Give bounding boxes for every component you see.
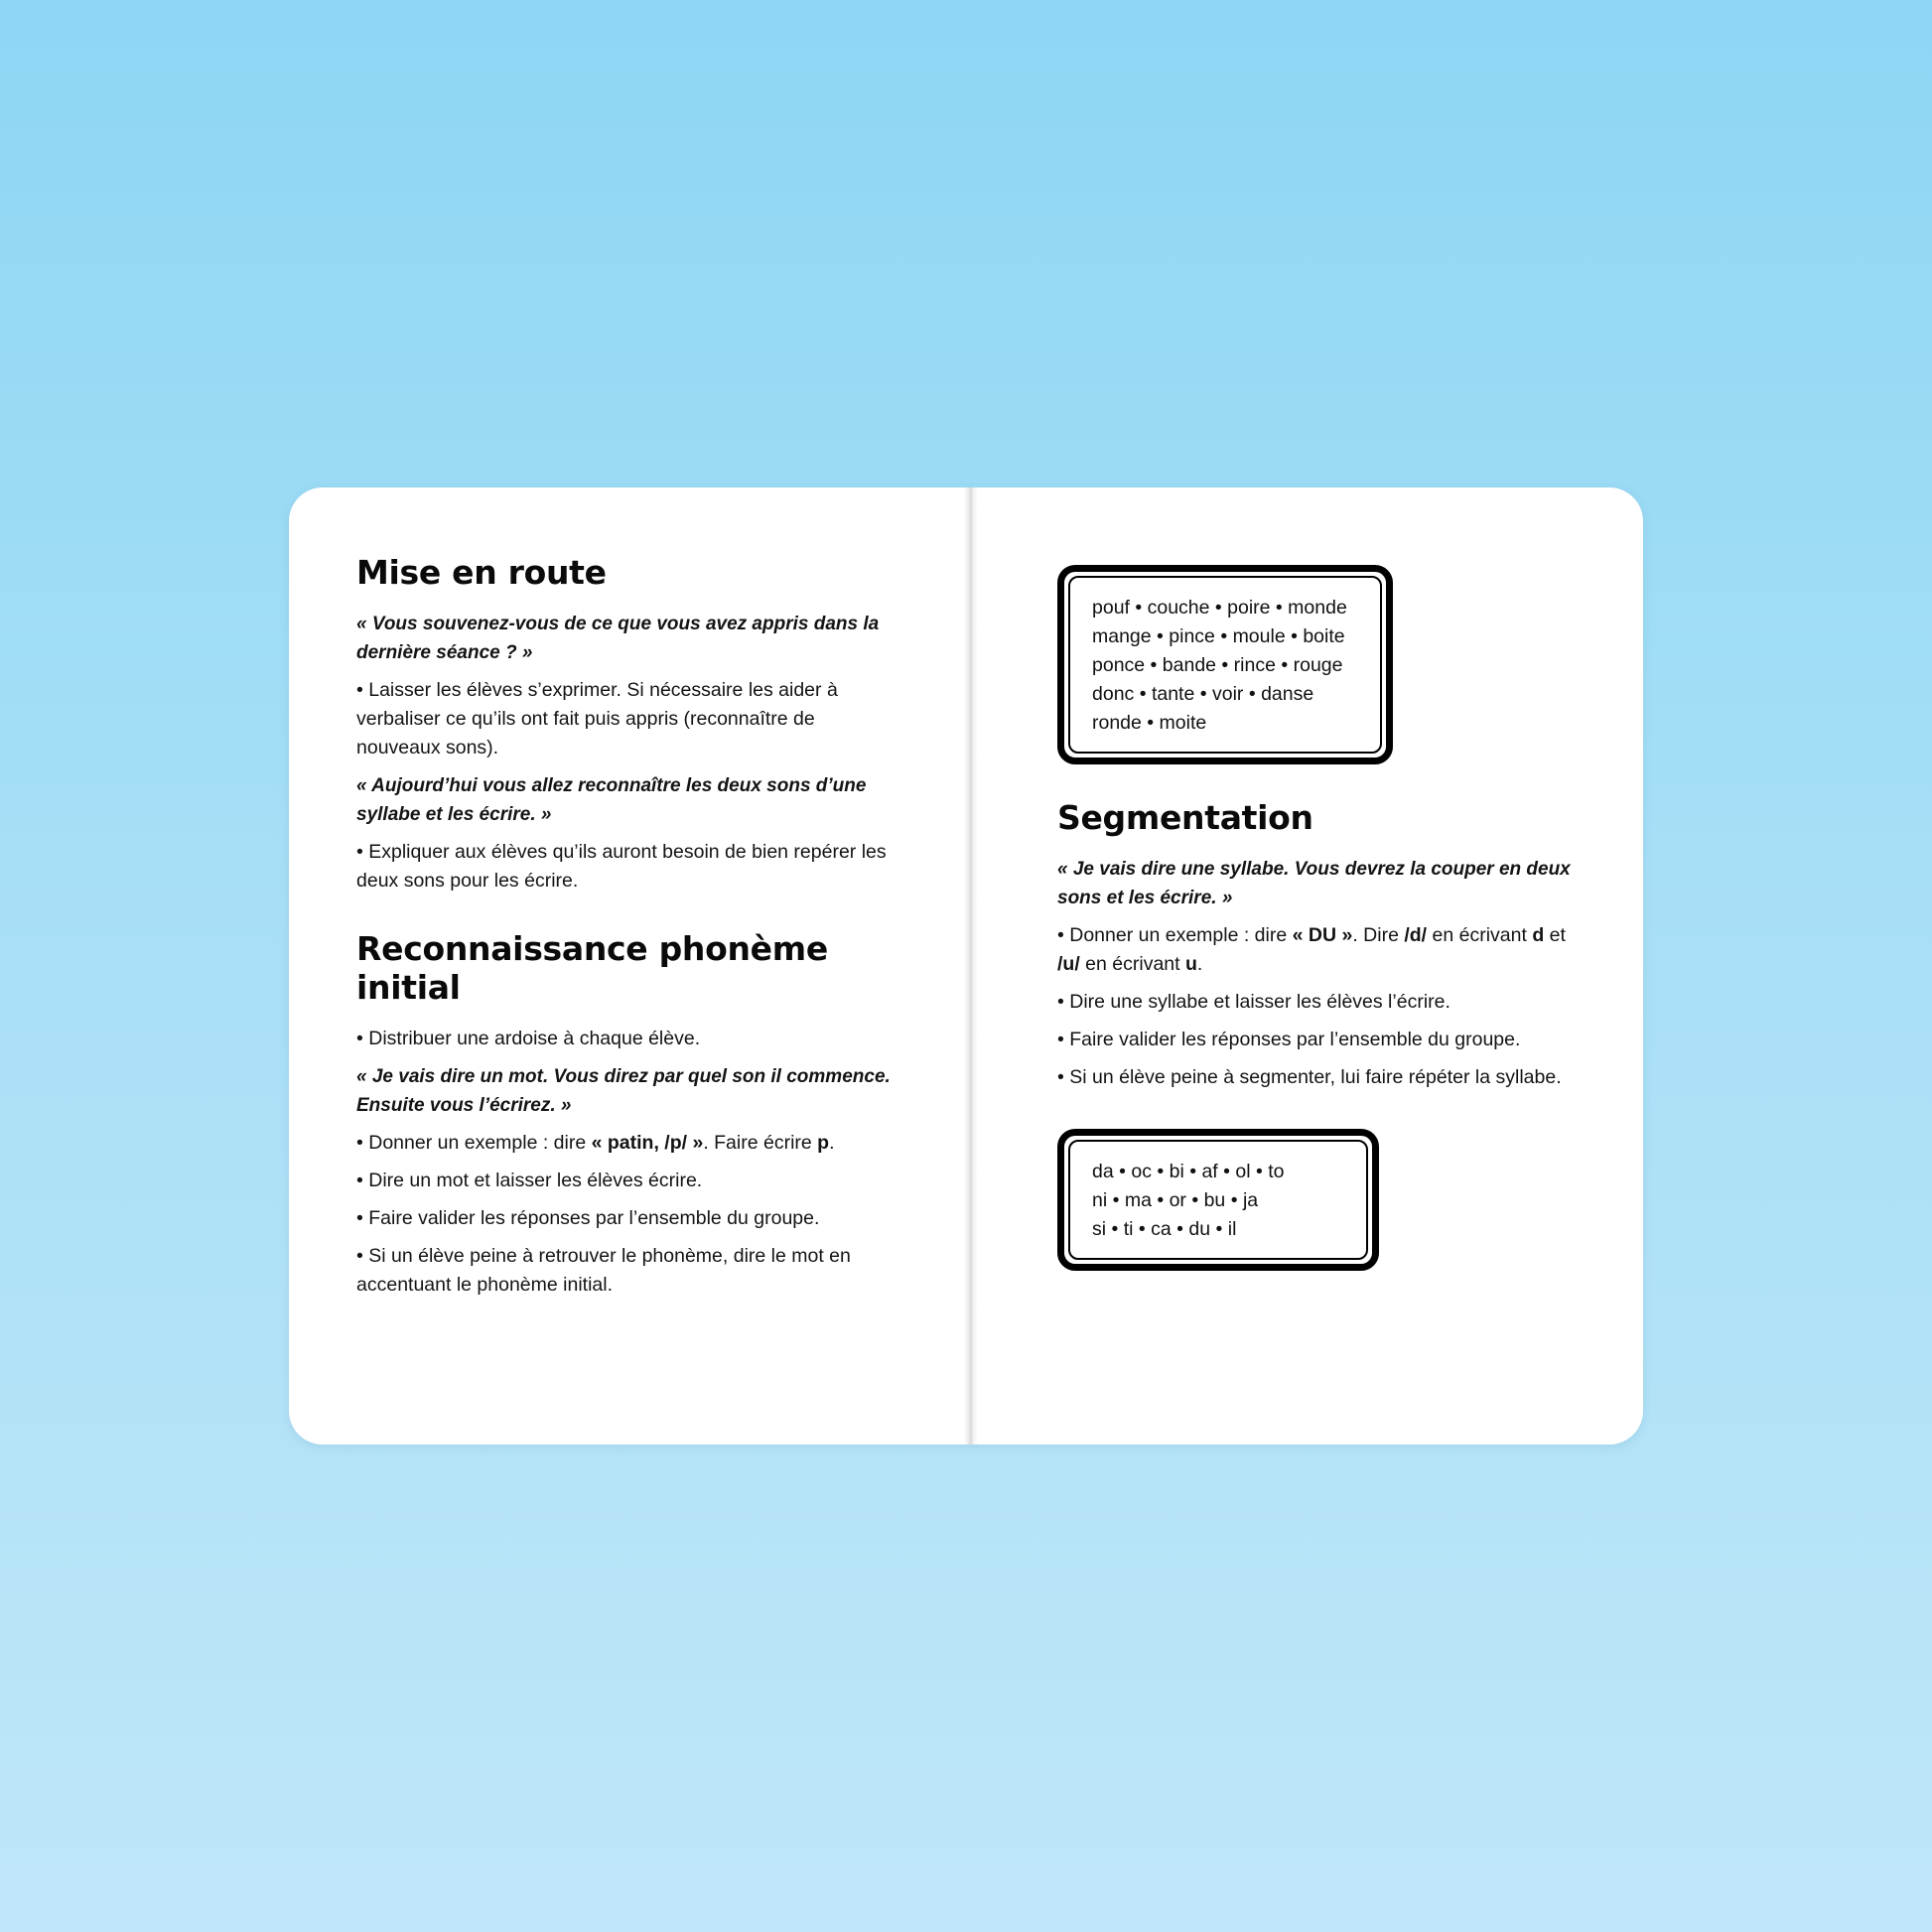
example-letter-p: p — [817, 1132, 830, 1154]
bullet-si-eleve-peine: • Si un élève peine à segmenter, lui faire répéter la syllabe. — [1057, 1066, 1562, 1088]
heading-mise-en-route: Mise en route — [356, 553, 607, 592]
example-letter-d: d — [1532, 924, 1545, 946]
bullet-dire-syllabe: • Dire une syllabe et laisser les élèves l’écrire. — [1057, 991, 1450, 1013]
word-line: ponce • bande • rince • rouge — [1092, 654, 1343, 676]
example-letter-u: u — [1184, 953, 1197, 975]
heading-reconnaissance: Reconnaissance phonème initial — [356, 929, 828, 1007]
example-mid: . Faire écrire — [703, 1132, 818, 1154]
example-mid: en écrivant — [1079, 953, 1185, 975]
syllable-line: ni • ma • or • bu • ja — [1092, 1189, 1259, 1211]
example-prefix: • Donner un exemple : dire — [1057, 924, 1293, 946]
word-line: donc • tante • voir • danse — [1092, 683, 1314, 705]
quote-souvenez: « Vous souvenez-vous de ce que vous avez appris dans la dernière séance ? » — [356, 614, 880, 663]
word-list-inner — [1068, 576, 1382, 754]
bullet-dire-mot: • Dire un mot et laisser les élèves écrire. — [356, 1170, 703, 1191]
example-prefix: • Donner un exemple : dire — [356, 1132, 592, 1154]
example-mid: en écrivant — [1427, 924, 1533, 946]
syllable-line: da • oc • bi • af • ol • to — [1092, 1161, 1285, 1182]
syllable-list-box — [1057, 1129, 1379, 1271]
bullet-faire-valider: • Faire valider les réponses par l’ensemble du groupe. — [1057, 1029, 1521, 1050]
word-line: pouf • couche • poire • monde — [1092, 597, 1347, 619]
example-end: . — [829, 1132, 835, 1154]
bullet-laisser-exprimer: • Laisser les élèves s’exprimer. Si nécessaire les aider à verbaliser ce qu’ils ont fait puis appris (reconnaître de nouveaux sons). — [356, 679, 838, 759]
book-spread — [289, 487, 1643, 1445]
word-line: ronde • moite — [1092, 712, 1207, 734]
bullet-si-eleve-peine: • Si un élève peine à retrouver le phonème, dire le mot en accentuant le phonème initial. — [356, 1245, 851, 1296]
example-end: . — [1196, 953, 1203, 975]
bullet-faire-valider: • Faire valider les réponses par l’ensemble du groupe. — [356, 1207, 820, 1229]
left-page — [356, 553, 893, 1309]
example-du: « DU » — [1292, 924, 1353, 946]
bullet-distribuer: • Distribuer une ardoise à chaque élève. — [356, 1028, 701, 1049]
right-page — [1057, 565, 1574, 1271]
syllable-line: si • ti • ca • du • il — [1092, 1218, 1237, 1240]
quote-je-vais-dire-mot: « Je vais dire un mot. Vous direz par quel son il commence. Ensuite vous l’écrirez. » — [356, 1066, 891, 1116]
example-phoneme-d: /d/ — [1404, 924, 1428, 946]
heading-segmentation: Segmentation — [1057, 798, 1313, 837]
example-phoneme-u: /u/ — [1057, 953, 1080, 975]
example-mid: . Dire — [1352, 924, 1405, 946]
bullet-expliquer: • Expliquer aux élèves qu’ils auront besoin de bien repérer les deux sons pour les écrire. — [356, 841, 887, 892]
word-list-box — [1057, 565, 1393, 764]
book-spine — [964, 487, 978, 1445]
quote-je-vais-dire-syllabe: « Je vais dire une syllabe. Vous devrez la couper en deux sons et les écrire. » — [1057, 859, 1571, 908]
quote-aujourdhui: « Aujourd’hui vous allez reconnaître les deux sons d’une syllabe et les écrire. » — [356, 775, 867, 825]
example-patin: « patin, /p/ » — [591, 1132, 704, 1154]
syllable-list-inner — [1068, 1140, 1368, 1260]
word-line: mange • pince • moule • boite — [1092, 625, 1345, 647]
bullet-exemple-du — [1057, 921, 1574, 979]
bullet-exemple-patin — [356, 1129, 893, 1158]
example-mid: et — [1544, 924, 1566, 946]
